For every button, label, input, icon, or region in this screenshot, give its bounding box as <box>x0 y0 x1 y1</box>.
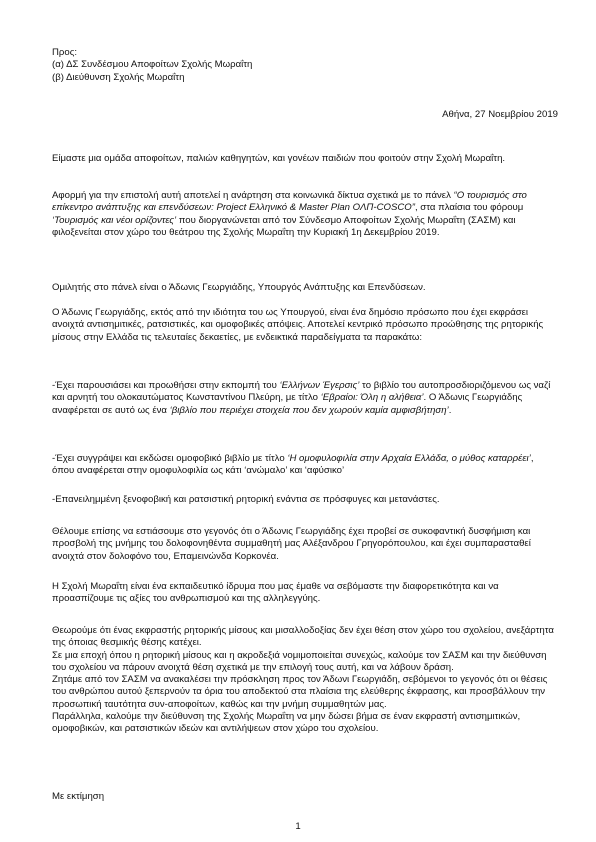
values-paragraph: Η Σχολή Μωραΐτη είναι ένα εκπαιδευτικό ίδρυμα που μας έμαθε να σεβόμαστε την διαφορετικότητα και να προασπίζουμε τις αξίες του ανθρωπισμού και της αλληλεγγύης. <box>52 581 499 605</box>
demands-block <box>52 625 558 736</box>
position-paragraph: Θεωρούμε ότι ένας εκφραστής ρητορικής μίσους και μισαλλοδοξίας δεν έχει θέση στον χώρο του σχολείου, ανεξάρτητα της όποιας θεσμικής θέσης κατέχει. <box>52 625 554 649</box>
call-paragraph-2: Ζητάμε από τον ΣΑΣΜ να ανακαλέσει την πρόσκληση προς τον Άδωνι Γεωργιάδη, σεβόμενοι το γεγονός ότι οι θέσεις του ανθρώπου αυτού ξεπερνούν τα όρια του αποδεκτού στα πλαίσια της ελεύθερης έκφρασης, και προσβάλλουν την προσωπική ταυτότητα συν-αποφοίτων, καθώς και την μνήμη συμμαθητών μας. <box>52 674 548 710</box>
example-1-text-4: . <box>448 404 452 416</box>
example-2 <box>52 453 558 478</box>
example-1 <box>52 380 558 417</box>
letter-date: Αθήνα, 27 Νοεμβρίου 2019 <box>442 109 558 120</box>
grigoropoulos-paragraph: Θέλουμε επίσης να εστιάσουμε στο γεγονός ότι ο Άδωνις Γεωργιάδης έχει προβεί σε συκοφαντική δυσφήμιση και προσβολή της μνήμης του δολοφονηθέντα συμμαθητή μας Αλέξανδρου Γρηγορόπουλου, και έχει συμπαρασταθεί ανοιχτά στον δολοφόνο του, Επαμεινώνδα Κορκονέα. <box>52 526 531 562</box>
example-1-text-3: . Ο Άδωνις Γεωργιάδης αναφέρεται σε αυτό ως ένα <box>52 392 523 416</box>
example-2-text-1: -Έχει συγγράψει και εκδώσει ομοφοβικό βιβλίο με τίτλο <box>52 453 288 464</box>
occasion-paragraph <box>52 190 558 239</box>
forum-title: ‘Τουρισμός και νέοι ορίζοντες’ <box>52 214 177 226</box>
closing-salutation: Με εκτίμηση <box>52 791 105 802</box>
book-title-1: ‘Εβραίοι: Όλη η αλήθεια’ <box>320 392 424 404</box>
call-paragraph-3: Παράλληλα, καλούμε την διεύθυνση της Σχολής Μωραΐτη να μην δώσει βήμα σε έναν εκφραστή αντισημιτικών, ομοφοβικών, και ρατσιστικών ιδεών και αντιλήψεων στον χώρο του σχολείου. <box>52 711 521 735</box>
call-paragraph-1: Σε μια εποχή όπου η ρητορική μίσους και η ακροδεξιά νομιμοποιείται συνεχώς, καλούμε τον ΣΑΣΜ και την διεύθυνση του σχολείου να πάρουν ανοιχτά θέση σχετικά με την επιλογή τους αυτή, και να λάβουν δράση. <box>52 649 547 673</box>
intro-paragraph: Είμαστε μια ομάδα αποφοίτων, παλιών καθηγητών, και γονέων παιδιών που φοιτούν στην Σχολή Μωραΐτη. <box>52 153 506 164</box>
page-number: 1 <box>295 821 301 832</box>
panel-title: “Ο τουρισμός στο επίκεντρο ανάπτυξης και επενδύσεων: Project Ελληνικό & Master Plan ΟΛΠ-COSCO” <box>52 190 527 214</box>
example-1-text-2: το βιβλίο του αυτοπροσδιοριζόμενου ως ναζί και αρνητή του ολοκαυτώματος Κωνσταντίνου Πλεύρη, με τίτλο <box>52 380 551 404</box>
recipient-b: (β) Διεύθυνση Σχολής Μωραΐτη <box>52 71 185 83</box>
example-3: -Επανειλημμένη ξενοφοβική και ρατσιστική ρητορική ενάντια σε πρόσφυγες και μετανάστες. <box>52 494 440 505</box>
book-title-2: ‘Η ομοφυλοφιλία στην Αρχαία Ελλάδα, ο μύθος καταρρέει’ <box>287 453 531 464</box>
to-label: Προς: <box>52 47 78 58</box>
recipient-a: (α) ΔΣ Συνδέσμου Αποφοίτων Σχολής Μωραΐτη <box>52 59 253 71</box>
occasion-text-2: , στα πλαίσια του φόρουμ <box>414 202 524 214</box>
speaker-paragraph: Ομιλητής στο πάνελ είναι ο Άδωνις Γεωργιάδης, Υπουργός Ανάπτυξης και Επενδύσεων. <box>52 282 426 293</box>
example-1-text-1: -Έχει παρουσιάσει και προωθήσει στην εκπομπή του <box>52 380 280 391</box>
profile-paragraph: Ο Άδωνις Γεωργιάδης, εκτός από την ιδιότητα του ως Υπουργού, είναι ένα δημόσιο πρόσωπο που έχει εκφράσει ανοιχτά αντισημιτικές, ρατσιστικές, και ομοφοβικές απόψεις. Αποτελεί κεντρικό πρόσωπο προώθησης της ρητορικής μίσους στην Ελλάδα τις τελευταίες δεκαετίες, με ενδεικτικά παραδείγματα τα παρακάτω: <box>52 307 544 343</box>
book-quote: ‘βιβλίο που περιέχει στοιχεία που δεν χωρούν καμία αμφισβήτηση’ <box>169 404 449 416</box>
recipient-block <box>52 47 558 84</box>
example-2-text-2: , όπου αναφέρεται στην ομοφυλοφιλία ως κάτι ‘ανώμαλο’ και ‘αφύσικο’ <box>52 453 534 477</box>
show-title: ‘Ελλήνων Έγερσις’ <box>279 380 360 391</box>
occasion-text-3: που διοργανώνεται από τον Σύνδεσμο Αποφοίτων Σχολής Μωραΐτη (ΣΑΣΜ) και φιλοξενείται στον χώρο του θεάτρου της Σχολής Μωραΐτη την Κυριακή 1η Δεκεμβρίου 2019. <box>52 214 516 238</box>
occasion-text-1: Αφορμή για την επιστολή αυτή αποτελεί η ανάρτηση στα κοινωνικά δίκτυα σχετικά με το πάνελ <box>52 190 454 201</box>
